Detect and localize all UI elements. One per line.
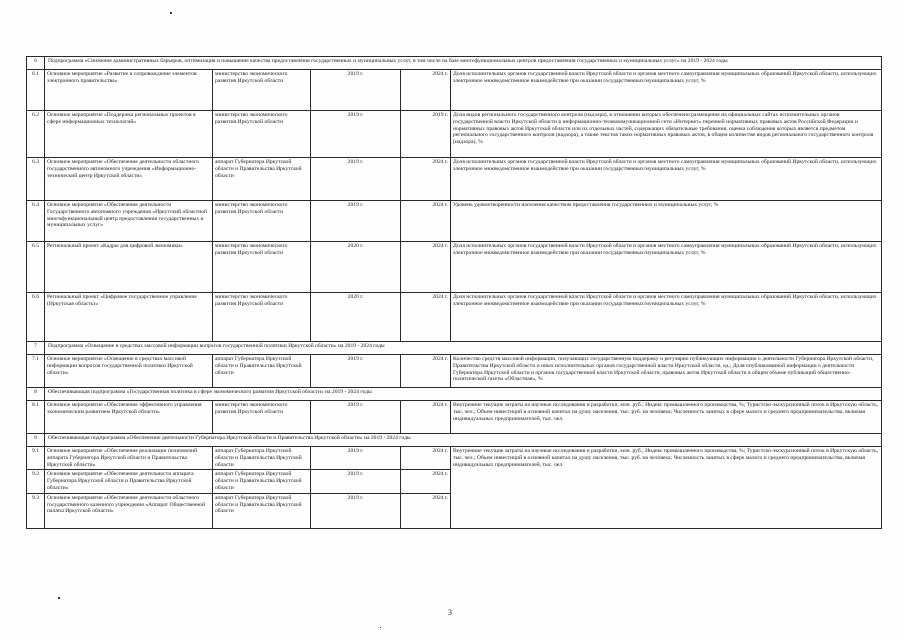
end-year: 2024 г. xyxy=(401,70,451,111)
table-row xyxy=(27,447,882,470)
table-row xyxy=(27,401,882,434)
row-number: 6.2 xyxy=(27,111,45,158)
event-name: Региональный проект «Цифровое государственное управление (Иркутская область)» xyxy=(45,293,213,342)
row-number: 9.2 xyxy=(27,470,45,493)
indicator: Количество средств массовой информации, получающих государственную поддержку и регулярно публикующих информацию о деятельности Губернатора Иркутской области, Правительства Иркутской области и иных исполнительных органов государственной власти Иркутской области, ед.; Доля опубликованной информации о деятельности Губернатора Иркутской области и органов государственной власти Иркутской области, правовых актов Иркутской области в общем объеме публикаций общественно-политической газеты «Областная», % xyxy=(451,355,882,388)
row-number: 7 xyxy=(27,342,45,355)
table-row xyxy=(27,242,882,293)
executor: аппарат Губернатора Иркутской области и Правительства Иркутской области xyxy=(213,355,311,388)
event-name: Основное мероприятие «Обеспечение реализации полномочий аппарата Губернатора Иркутской области и Правительства Иркутской области» xyxy=(45,447,213,470)
event-name: Основное мероприятие «Обеспечение деятельности Государственного автономного учреждения «Иркутский областной многофункциональный центр предоставления государственных и муниципальных услуг» xyxy=(45,201,213,242)
executor: министерство экономического развития Иркутской области xyxy=(213,111,311,158)
executor: аппарат Губернатора Иркутской области и Правительства Иркутской области xyxy=(213,158,311,201)
executor: министерство экономического развития Иркутской области xyxy=(213,70,311,111)
executor: министерство экономического развития Иркутской области xyxy=(213,293,311,342)
start-year: 2019 г. xyxy=(311,158,401,201)
table-row xyxy=(27,201,882,242)
row-number: 6 xyxy=(27,57,45,70)
end-year: 2019 г. xyxy=(401,111,451,158)
row-number: 9.1 xyxy=(27,447,45,470)
event-name: Основное мероприятие «Развитие и сопровождение элементов электронного правительства» xyxy=(45,70,213,111)
scan-speck xyxy=(380,627,381,628)
start-year: 2019 г. xyxy=(311,447,401,470)
table-row xyxy=(27,158,882,201)
start-year: 2019 г. xyxy=(311,401,401,434)
row-number: 9.3 xyxy=(27,493,45,528)
end-year: 2024 г. xyxy=(401,470,451,493)
row-number: 6.5 xyxy=(27,242,45,293)
row-number: 6.1 xyxy=(27,70,45,111)
end-year: 2024 г. xyxy=(401,493,451,528)
end-year: 2024 г. xyxy=(401,447,451,470)
executor: министерство экономического развития Иркутской области xyxy=(213,242,311,293)
indicator: Доля исполнительных органов государственной власти Иркутской области и органов местного самоуправления муниципальных образований Иркутской области, использующих электронное межведомственное взаимодействие при оказании государственных/муниципальных услуг, % xyxy=(451,242,882,293)
indicator: Уровень удовлетворенности населения качеством предоставления государственных и муниципальных услуг, % xyxy=(451,201,882,242)
indicator: Внутренние текущие затраты на научные исследования и разработки, млн. руб.; Индекс промышленного производства, %; Туристско-экскурсионный поток в Иркутскую область, тыс. чел.; Объем инвестиций в основной капитал на душу населения, тыс. руб. на человека; Численность занятых в сфере малого и среднего предпринимательства, включая индивидуальных предпринимателей, тыс. чел. xyxy=(451,447,882,529)
table-row xyxy=(27,293,882,342)
start-year: 2019 г. xyxy=(311,493,401,528)
row-number: 8 xyxy=(27,388,45,401)
executor: министерство экономического развития Иркутской области xyxy=(213,401,311,434)
table-row xyxy=(27,111,882,158)
event-name: Основное мероприятие «Освещение в средствах массовой информации вопросов государственной политики Иркутской области» xyxy=(45,355,213,388)
end-year: 2024 г. xyxy=(401,158,451,201)
table-row xyxy=(27,57,882,70)
scan-speck xyxy=(170,12,172,14)
row-number: 9 xyxy=(27,434,45,447)
table-row xyxy=(27,342,882,355)
program-events-table xyxy=(26,56,882,529)
page-number: 3 xyxy=(448,608,452,617)
event-name: Основное мероприятие «Обеспечение деятельности аппарата Губернатора Иркутской области и Правительства Иркутской области» xyxy=(45,470,213,493)
row-number: 8.1 xyxy=(27,401,45,434)
subprogram-title: Подпрограмма «Освещение в средствах массовой информации вопросов государственной политики Иркутской области» на 2019 - 2024 годы xyxy=(45,342,882,355)
start-year: 2020 г. xyxy=(311,293,401,342)
subprogram-title: Подпрограмма «Снижение административных барьеров, оптимизация и повышение качества предоставления государственных и муниципальных услуг, в том числе на базе многофункциональных центров предоставления государственных и муниципальных услуг» на 2019 - 2024 годы xyxy=(45,57,882,70)
subprogram-title: Обеспечивающая подпрограмма «Обеспечение деятельности Губернатора Иркутской области и Правительства Иркутской области» на 2019 - 2024 годы xyxy=(45,434,882,447)
table-row xyxy=(27,434,882,447)
indicator: Доля исполнительных органов государственной власти Иркутской области и органов местного самоуправления муниципальных образований Иркутской области, использующих электронное межведомственное взаимодействие при оказании государственных/муниципальных услуг, % xyxy=(451,158,882,201)
row-number: 6.4 xyxy=(27,201,45,242)
executor: аппарат Губернатора Иркутской области и Правительства Иркутской области xyxy=(213,470,311,493)
scan-speck xyxy=(58,597,60,599)
table-row xyxy=(27,70,882,111)
end-year: 2024 г. xyxy=(401,401,451,434)
end-year: 2024 г. xyxy=(401,293,451,342)
event-name: Основное мероприятие «Обеспечение эффективного управления экономическим развитием Иркутской области» xyxy=(45,401,213,434)
start-year: 2019 г. xyxy=(311,70,401,111)
start-year: 2019 г. xyxy=(311,201,401,242)
start-year: 2019 г. xyxy=(311,470,401,493)
row-number: 7.1 xyxy=(27,355,45,388)
event-name: Региональный проект «Кадры для цифровой экономики» xyxy=(45,242,213,293)
start-year: 2020 г. xyxy=(311,242,401,293)
executor: аппарат Губернатора Иркутской области и Правительства Иркутской области xyxy=(213,493,311,528)
start-year: 2019 г. xyxy=(311,111,401,158)
subprogram-title: Обеспечивающая подпрограмма «Государственная политика в сфере экономического развития Иркутской области» на 2019 - 2024 годы xyxy=(45,388,882,401)
end-year: 2024 г. xyxy=(401,355,451,388)
indicator: Доля исполнительных органов государственной власти Иркутской области и органов местного самоуправления муниципальных образований Иркутской области, использующих электронное межведомственное взаимодействие при оказании государственных/муниципальных услуг, % xyxy=(451,293,882,342)
end-year: 2024 г. xyxy=(401,201,451,242)
event-name: Основное мероприятие «Обеспечение деятельности областного государственного казенного учреждения «Аппарат Общественной палаты Иркутской области» xyxy=(45,493,213,528)
event-name: Основное мероприятие «Обеспечение деятельности областного государственного автономного учреждения «Информационно-технический центр Иркутской области» xyxy=(45,158,213,201)
indicator: Доля видов регионального государственного контроля (надзора), в отношении которых обеспечено размещение на официальных сайтах исполнительных органов государственной власти Иркутской области в информационно-телекоммуникационной сети «Интернет» перечней нормативных правовых актов Российской Федерации и нормативных правовых актов Иркутской области или их отдельных частей, содержащих обязательные требования, оценка соблюдения которых является предметом регионального государственного контроля (надзора), а также текстов таких нормативных правовых актов, в общем количестве видов регионального государственного контроля (надзора), % xyxy=(451,111,882,158)
executor: министерство экономического развития Иркутской области xyxy=(213,201,311,242)
row-number: 6.3 xyxy=(27,158,45,201)
executor: аппарат Губернатора Иркутской области и Правительства Иркутской области xyxy=(213,447,311,470)
table-row xyxy=(27,355,882,388)
event-name: Основное мероприятие «Поддержка региональных проектов в сфере информационных технологий» xyxy=(45,111,213,158)
table-row xyxy=(27,388,882,401)
start-year: 2019 г. xyxy=(311,355,401,388)
indicator: Доля исполнительных органов государственной власти Иркутской области и органов местного самоуправления муниципальных образований Иркутской области, использующих электронное межведомственное взаимодействие при оказании государственных/муниципальных услуг, % xyxy=(451,70,882,111)
row-number: 6.6 xyxy=(27,293,45,342)
end-year: 2024 г. xyxy=(401,242,451,293)
indicator: Внутренние текущие затраты на научные исследования и разработки, млн. руб.; Индекс промышленного производства, %; Туристско-экскурсионный поток в Иркутскую область, тыс. чел.; Объем инвестиций в основной капитал на душу населения, тыс. руб. на человека; Численность занятых в сфере малого и среднего предпринимательства, включая индивидуальных предпринимателей, тыс. чел. xyxy=(451,401,882,434)
